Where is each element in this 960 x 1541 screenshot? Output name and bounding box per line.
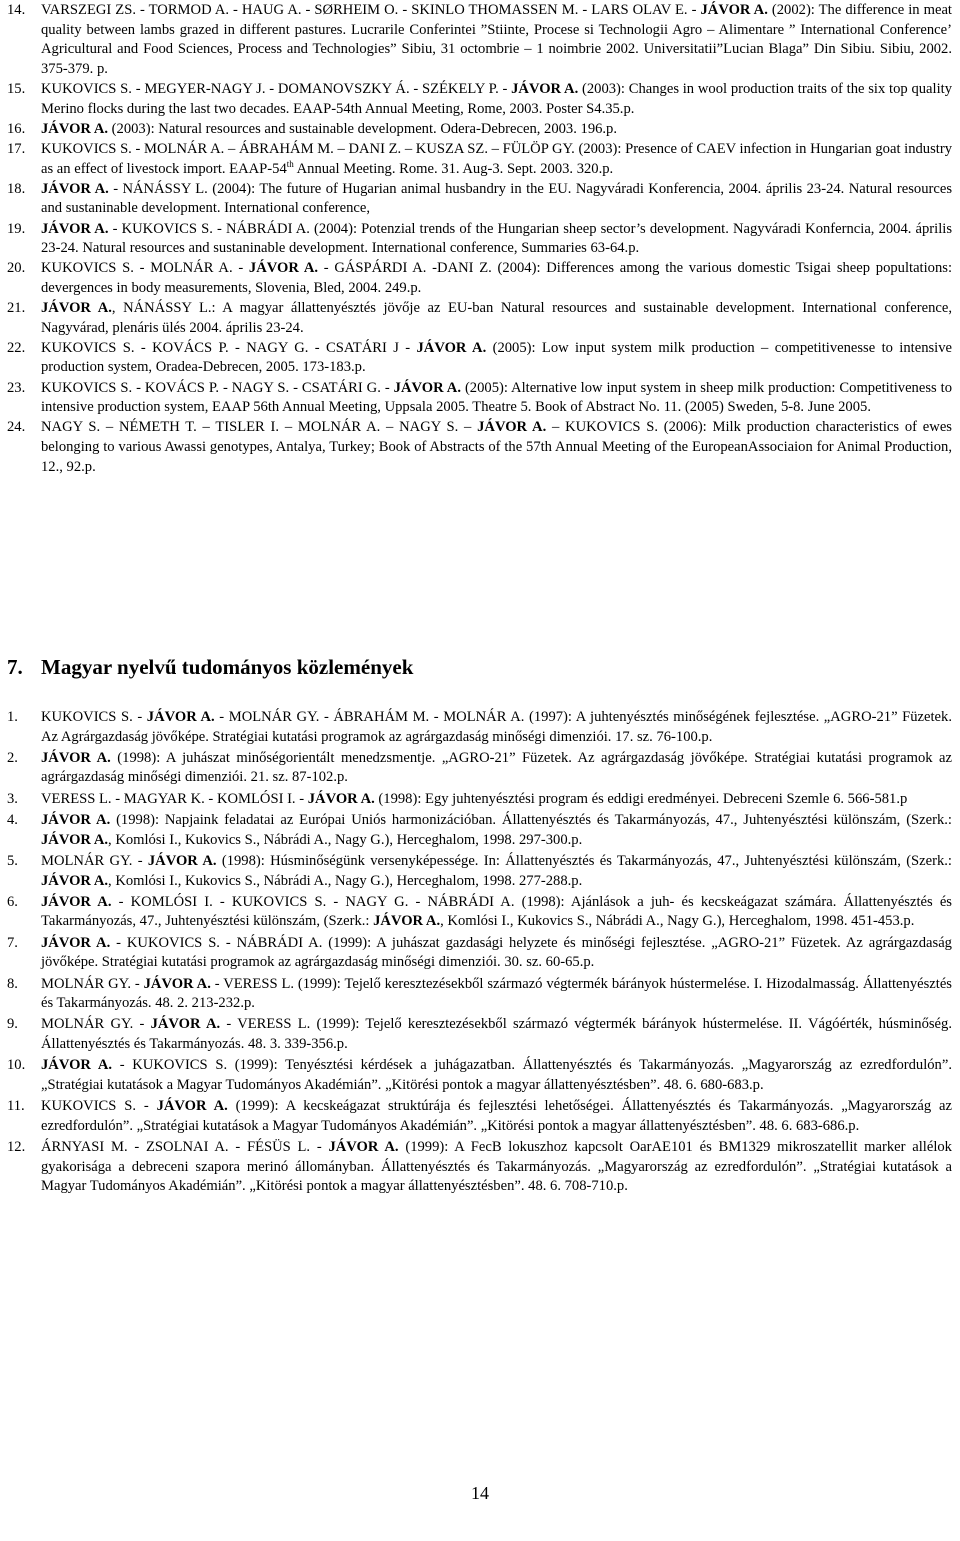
reference-number: 18.	[7, 180, 26, 197]
reference-text	[41, 894, 952, 930]
reference-item	[0, 1138, 960, 1197]
reference-number: 14.	[7, 2, 26, 18]
reference-fragment: - GÁSPÁRDI A. -DANI Z. (2004): Differences among the various domestic Tsigai sheep popultations: devergences in body measurements, Slovenia, Bled, 2004. 249.p.	[41, 260, 952, 296]
reference-number: 15.	[7, 80, 26, 97]
reference-fragment: (1998): Napjaink feladatai az Európai Uniós harmonizációban. Állattenyésztés és Takarmányozás, 47., Juhtenyésztési különszám, (Szerk.:	[110, 812, 952, 829]
reference-number: 4.	[7, 812, 18, 829]
reference-fragment: – KUKOVICS S. (2006): Milk production characteristics of ewes belonging to various Awassi genotypes, Antalya, Turkey; Book of Abstracts of the 57th Annual Meeting of the EuropeanAssociaion for Animal Production, 12., 92.p.	[41, 419, 952, 475]
reference-text	[41, 221, 952, 257]
author-highlight: JÁVOR A.	[416, 339, 487, 356]
section-heading	[7, 654, 413, 680]
author-highlight: JÁVOR A.	[150, 1016, 221, 1033]
reference-item	[0, 790, 960, 810]
reference-item	[0, 220, 960, 259]
reference-number: 24.	[7, 419, 26, 436]
reference-item	[0, 259, 960, 298]
reference-fragment: KUKOVICS S. - KOVÁCS P. - NAGY S. - CSATÁRI G. -	[41, 379, 394, 396]
author-highlight: JÁVOR A.	[41, 893, 112, 910]
reference-item	[0, 339, 960, 378]
reference-text	[41, 812, 952, 848]
author-highlight: JÁVOR A.	[41, 934, 111, 951]
reference-fragment: (1998): Egy juhtenyésztési program és eddigi eredményei. Debreceni Szemle 6. 566-581.p	[374, 790, 908, 807]
reference-text	[41, 1139, 952, 1194]
reference-fragment: MOLNÁR GY. -	[41, 1016, 151, 1033]
author-highlight: JÁVOR A.	[248, 260, 319, 277]
reference-fragment: Annual Meeting. Rome. 31. Aug-3. Sept. 2003. 320.p.	[293, 160, 614, 177]
reference-fragment: - KUKOVICS S. - NÁBRÁDI A. (2004): Potenzial trends of the Hungarian sheep sector’s development. Nagyváradi Konferncia, 2004. április 23-24. Natural resources and sustaninable development. International conference, Summaries 63-64.p.	[41, 220, 952, 257]
author-highlight: JÁVOR A.	[41, 180, 109, 197]
section-number: 7.	[7, 655, 23, 679]
reference-text	[41, 141, 952, 177]
reference-item	[0, 975, 960, 1014]
author-highlight: JÁVOR A.	[393, 379, 461, 396]
reference-fragment: - KOMLÓSI I. - KUKOVICS S. - NAGY G. - NÁBRÁDI A. (1998): Ajánlások a juh- és kecskeágazat számára. Állattenyésztés és Takarmányozás, 47., Juhtenyésztési különszám, (Szerk.:	[41, 893, 952, 930]
reference-number: 11.	[7, 1098, 25, 1115]
reference-fragment: NAGY S. – NÉMETH T. – TISLER I. – MOLNÁR A. – NAGY S. –	[41, 419, 478, 436]
reference-fragment: KUKOVICS S. - MOLNÁR A. -	[41, 260, 249, 277]
section-title-text: Magyar nyelvű tudományos közlemények	[41, 655, 414, 679]
reference-number: 17.	[7, 140, 26, 157]
reference-number: 7.	[7, 934, 18, 951]
reference-number: 1.	[7, 709, 18, 725]
author-highlight: JÁVOR A.	[41, 872, 109, 889]
reference-item	[0, 80, 960, 119]
reference-item	[0, 1097, 960, 1136]
author-highlight: JÁVOR A.	[41, 120, 109, 137]
reference-fragment: , Komlósi I., Kukovics S., Nábrádi A., Nagy G.), Herceghalom, 1998. 451-453.p.	[440, 913, 915, 930]
author-highlight: JÁVOR A.	[477, 419, 547, 436]
author-highlight: JÁVOR A.	[700, 2, 768, 18]
reference-fragment: VERESS L. - MAGYAR K. - KOMLÓSI I. -	[41, 790, 308, 807]
reference-item	[0, 1, 960, 79]
reference-fragment: KUKOVICS S. -	[41, 1098, 157, 1115]
author-highlight: JÁVOR A.	[146, 709, 215, 725]
author-highlight: JÁVOR A.	[41, 831, 109, 848]
reference-fragment: (2003): Changes in wool production traits of the six top quality Merino flocks during the last two decades. EAAP-54th Annual Meeting, Rome, 2003. Poster S4.35.p.	[41, 80, 952, 117]
reference-number: 22.	[7, 339, 26, 356]
reference-number: 9.	[7, 1016, 18, 1033]
reference-text	[41, 1098, 952, 1134]
author-highlight: JÁVOR A.	[41, 220, 109, 237]
reference-fragment: MOLNÁR GY. -	[41, 975, 144, 992]
reference-number: 8.	[7, 975, 18, 992]
reference-item	[0, 180, 960, 219]
reference-text	[41, 419, 952, 474]
reference-fragment: (1999): A kecskeágazat struktúrája és fejlesztési lehetőségei. Állattenyésztés és Takarmányozás. „Magyarország az ezredfordulón”. „Stratégiai kutatások a Magyar Tudományos Akadémián”. „Kitörési pontok a magyar állattenyésztésben”. 48. 6. 683-686.p.	[41, 1098, 952, 1134]
reference-text	[41, 791, 907, 807]
reference-fragment: KUKOVICS S. - MOLNÁR A. – ÁBRAHÁM M. – DANI Z. – KUSZA SZ. – FÜLÖP GY. (2003): Presence of CAEV infection in Hungarian goat industry as an effect of livestock import. EAAP-54	[41, 140, 952, 177]
reference-item	[0, 749, 960, 788]
ordinal-suffix: th	[286, 158, 294, 169]
reference-fragment: - VERESS L. (1999): Tejelő keresztezésekből származó végtermék bárányok hústermelése. I. Hizodalmasság. Állattenyésztés és Takarmányozás. 48. 2. 213-232.p.	[41, 975, 952, 1012]
page-number: 14	[471, 1483, 489, 1503]
reference-item	[0, 1015, 960, 1054]
reference-fragment: (2005): Alternative low input system in sheep milk production: Competitiveness to intensive production system, EAAP 56th Annual Meeting, Uppsala 2005. Theatre 5. Book of Abstract No. 11. (2005) Sweden, 5-8. June 2005.	[41, 379, 953, 416]
reference-item	[0, 934, 960, 973]
reference-number: 23.	[7, 379, 26, 396]
reference-fragment: MOLNÁR GY. -	[41, 852, 148, 869]
english-publication-list	[0, 1, 960, 478]
author-highlight: JÁVOR A.	[41, 300, 112, 317]
reference-fragment: (2003): Natural resources and sustainable development. Odera-Debrecen, 2003. 196.p.	[108, 120, 618, 137]
reference-item	[0, 379, 960, 418]
reference-number: 3.	[7, 790, 18, 807]
reference-text	[41, 750, 952, 786]
reference-item	[0, 418, 960, 477]
reference-number: 10.	[7, 1057, 26, 1074]
reference-number: 6.	[7, 893, 18, 910]
reference-item	[0, 1056, 960, 1095]
author-highlight: JÁVOR A.	[156, 1098, 228, 1115]
reference-fragment: - KUKOVICS S. - NÁBRÁDI A. (1999): A juhászat gazdasági helyzete és minőségi fejlesztése. „AGRO-21” Füzetek. Az agrárgazdaság jövőképe. Stratégiai kutatási programok az agrárgazdaság minőségi dimenziói. 30. sz. 60-65.p.	[41, 934, 952, 971]
reference-number: 5.	[7, 852, 18, 869]
reference-text	[41, 1016, 952, 1052]
reference-text	[41, 181, 952, 217]
reference-text	[41, 340, 952, 376]
reference-text	[41, 709, 952, 745]
reference-item	[0, 852, 960, 891]
reference-fragment: (2005): Low input system milk production – competitivenesse to intensive production system, Oradea-Debrecen, 2005. 173-183.p.	[41, 339, 952, 376]
reference-item	[0, 811, 960, 850]
reference-text	[41, 260, 952, 296]
reference-number: 21.	[7, 300, 26, 317]
reference-fragment: KUKOVICS S. - KOVÁCS P. - NAGY G. - CSATÁRI J -	[41, 339, 417, 356]
reference-fragment: (1999): A FecB lokuszhoz kapcsolt OarAE101 és BM1329 mikroszatellit marker allélok gyakorisága a debreceni szapora merinó állományban. Állattenyésztés és Takarmányozás. „Magyarország az ezredfordulón”. „Stratégiai kutatások a Magyar Tudományos Akadémián”. „Kitörési pontok a magyar állattenyésztésben”. 48. 6. 708-710.p.	[41, 1139, 952, 1195]
author-highlight: JÁVOR A.	[307, 790, 375, 807]
reference-text	[41, 935, 952, 971]
reference-number: 20.	[7, 260, 26, 277]
reference-fragment: , Komlósi I., Kukovics S., Nábrádi A., Nagy G.), Herceghalom, 1998. 297-300.p.	[108, 831, 583, 848]
reference-fragment: VARSZEGI ZS. - TORMOD A. - HAUG A. - SØRHEIM O. - SKINLO THOMASSEN M. - LARS OLAV E. -	[41, 2, 701, 18]
reference-fragment: - KUKOVICS S. (1999): Tenyésztési kérdések a juhágazatban. Állattenyésztés és Takarmányozás. „Magyarország az ezredfordulón”. „Stratégiai kutatások a Magyar Tudományos Akadémián”. „Kitörési pontok a magyar állattenyésztésben”. 48. 6. 680-683.p.	[41, 1057, 952, 1093]
hungarian-publication-list	[0, 708, 960, 1199]
author-highlight: JÁVOR A.	[373, 913, 441, 930]
reference-text	[41, 1057, 952, 1093]
reference-fragment: (2002): The difference in meat quality between lambs grazed in different pastures. Lucrarile Conferintei ”Stiinte, Procese si Technologii Agro – Alimentare ” International Conference’ Agricultural and Food Sciences, Process and Technologies” Sibiu, 31 octombrie – 1 noimbrie 2002. Universitatii”Lucian Blaga” Din Sibiu. Sibiu, 2002. 375-379. p.	[41, 2, 952, 77]
reference-fragment: , NÁNÁSSY L.: A magyar állattenyésztés jövője az EU-ban Natural resources and sustainable development. International conference, Nagyvárad, plenáris ülés 2004. április 23-24.	[41, 300, 952, 336]
reference-text	[41, 300, 952, 336]
reference-text	[41, 81, 952, 117]
reference-text	[41, 976, 952, 1012]
reference-text	[41, 121, 617, 137]
author-highlight: JÁVOR A.	[41, 1057, 113, 1074]
author-highlight: JÁVOR A.	[511, 80, 579, 97]
author-highlight: JÁVOR A.	[328, 1139, 399, 1156]
author-highlight: JÁVOR A.	[143, 975, 211, 992]
reference-fragment: - MOLNÁR GY. - ÁBRAHÁM M. - MOLNÁR A. (1997): A juhtenyésztés minőségének fejlesztése. „AGRO-21” Füzetek. Az Agrárgazdaság jövőképe. Stratégiai kutatási programok az agrárgazdaság minőségi dimenziói. 17. sz. 76-100.p.	[41, 709, 952, 745]
reference-number: 16.	[7, 120, 26, 137]
reference-fragment: (1998): A juhászat minőségorientált menedzsmentje. „AGRO-21” Füzetek. Az agrárgazdaság jövőképe. Stratégiai kutatási programok az agrárgazdaság minőségi dimenziói. 21. sz. 87-102.p.	[41, 749, 952, 786]
reference-number: 19.	[7, 220, 26, 237]
reference-fragment: (1998): Húsminőségünk versenyképessége. In: Állattenyésztés és Takarmányozás, 47., Juhtenyésztési különszám, (Szerk.:	[216, 852, 952, 869]
reference-number: 2.	[7, 749, 18, 766]
reference-text	[41, 853, 952, 889]
reference-fragment: KUKOVICS S. - MEGYER-NAGY J. - DOMANOVSZKY Á. - SZÉKELY P. -	[41, 80, 512, 97]
reference-item	[0, 140, 960, 179]
reference-item	[0, 893, 960, 932]
reference-text	[41, 2, 952, 77]
author-highlight: JÁVOR A.	[147, 852, 217, 869]
reference-fragment: - NÁNÁSSY L. (2004): The future of Hugarian animal husbandry in the EU. Nagyváradi Konferencia, 2004. április 23-24. Natural resources and sustaninable development. International conference,	[41, 180, 953, 217]
reference-fragment: - VERESS L. (1999): Tejelő keresztezésekből származó végtermék bárányok hústermelése. II. Vágóérték, húsminőség. Állattenyésztés és Takarmányozás. 48. 3. 339-356.p.	[41, 1016, 952, 1052]
reference-item	[0, 708, 960, 747]
author-highlight: JÁVOR A.	[41, 749, 111, 766]
author-highlight: JÁVOR A.	[41, 812, 111, 829]
reference-item	[0, 120, 960, 140]
reference-fragment: KUKOVICS S. -	[41, 709, 147, 725]
reference-item	[0, 299, 960, 338]
reference-number: 12.	[7, 1139, 26, 1156]
reference-fragment: ÁRNYASI M. - ZSOLNAI A. - FÉSÜS L. -	[41, 1139, 329, 1156]
reference-text	[41, 380, 952, 416]
reference-fragment: , Komlósi I., Kukovics S., Nábrádi A., Nagy G.), Herceghalom, 1998. 277-288.p.	[108, 872, 583, 889]
